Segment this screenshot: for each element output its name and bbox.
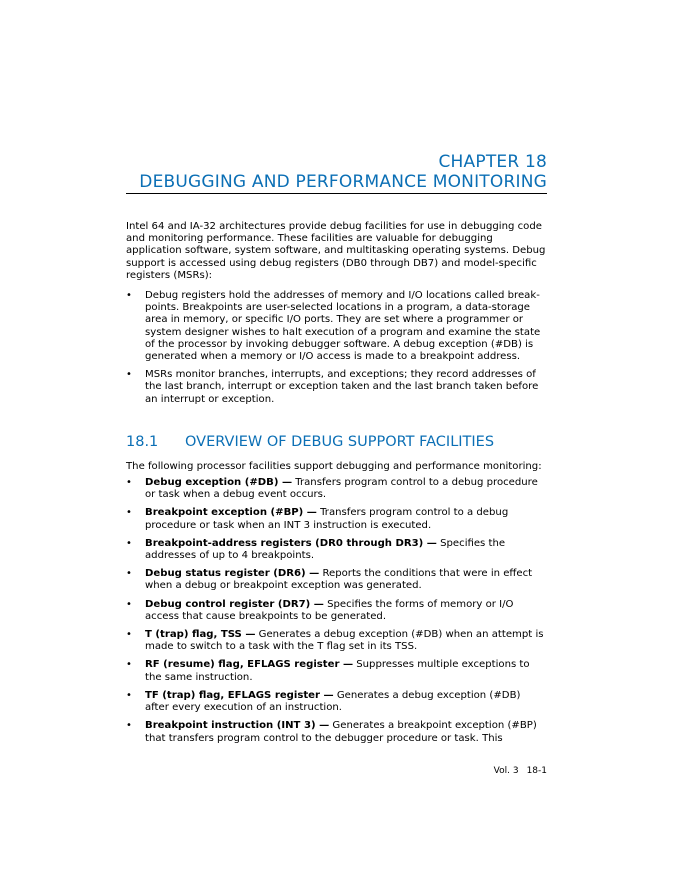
chapter-rule [126,193,547,194]
intro-bullet-list [126,290,547,406]
section-title: OVERVIEW OF DEBUG SUPPORT FACILITIES [185,433,495,450]
list-item-text: Debug registers hold the addresses of memory and I/O locations called break-points. Breakpoints are user-selected locations in a program, a data-storage area in memory, or specific I/O ports. They are set where a programmer or system designer wishes to halt execution of a program and examine the state of the processor by invoking debugger software. A debug exception (#DB) is generated when a memory or I/O access is made to a breakpoint address. [145,290,541,363]
item-term: T (trap) flag, TSS — [145,629,256,641]
page-number: 18-1 [526,766,547,776]
chapter-name: DEBUGGING AND PERFORMANCE MONITORING [139,172,547,192]
bullet-icon: • [126,369,132,381]
item-term: Debug control register (DR7) — [145,598,324,610]
item-term: Breakpoint instruction (INT 3) — [145,720,330,732]
bullet-icon: • [126,659,132,671]
item-term: Debug exception (#DB) — [145,477,293,489]
bullet-icon: • [126,477,132,489]
section-lead: The following processor facilities support debugging and performance monitoring: [126,460,542,472]
item-term: Debug status register (DR6) — [145,568,320,580]
list-item [126,369,547,406]
item-text: Reports the conditions that were in effect when a debug or breakpoint exception was generated. [145,568,533,592]
item-text: Transfers program control to a debug procedure or task when an INT 3 instruction is executed. [145,507,509,531]
chapter-title [126,152,547,192]
page-body [126,221,547,751]
intro-paragraph: Intel 64 and IA-32 architectures provide debug facilities for use in debugging code and monitoring performance. These facilities are valuable for debugging application software, system software, and multitasking operating systems. Debug support is accessed using debug registers (DB0 through DB7) and model-specific registers (MSRs): [126,221,546,281]
item-text: Generates a breakpoint exception (#BP) that transfers program control to the debugger procedure or task. This [145,720,537,744]
list-item-text: MSRs monitor branches, interrupts, and exceptions; they record addresses of the last branch, interrupt or exception taken and the last branch taken before an interrupt or exception. [145,369,539,405]
section-heading [126,434,547,450]
list-item [126,690,547,714]
item-text: Suppresses multiple exceptions to the same instruction. [145,659,530,683]
item-term: Breakpoint-address registers (DR0 through DR3) — [145,537,437,549]
item-term: Breakpoint exception (#BP) — [145,507,317,519]
item-text: Specifies the forms of memory or I/O access that cause breakpoints to be generated. [145,598,514,622]
bullet-icon: • [126,537,132,549]
bullet-icon: • [126,598,132,610]
list-item [126,659,547,683]
volume-label: Vol. 3 [493,766,519,776]
bullet-icon: • [126,629,132,641]
list-item [126,568,547,592]
item-text: Specifies the addresses of up to 4 breakpoints. [145,537,506,562]
list-item [126,477,547,501]
page-footer [494,766,547,776]
bullet-icon: • [126,290,132,302]
bullet-icon: • [126,689,132,701]
item-text: Transfers program control to a debug procedure or task when a debug event occurs. [145,477,538,501]
item-text: Generates a debug exception (#DB) when an attempt is made to switch to a task with the T flag set in its TSS. [145,629,544,653]
list-item [126,720,547,744]
item-term: TF (trap) flag, EFLAGS register — [145,689,334,701]
list-item [126,507,547,531]
chapter-number: CHAPTER 18 [438,152,547,172]
bullet-icon: • [126,568,132,580]
item-text: Generates a debug exception (#DB) after every execution of an instruction. [145,689,521,714]
item-term: RF (resume) flag, EFLAGS register — [145,659,354,671]
list-item [126,538,547,562]
bullet-icon: • [126,720,132,732]
list-item [126,599,547,623]
list-item [126,290,547,363]
bullet-icon: • [126,507,132,519]
list-item [126,629,547,653]
facility-list [126,477,547,745]
section-number: 18.1 [126,433,159,450]
